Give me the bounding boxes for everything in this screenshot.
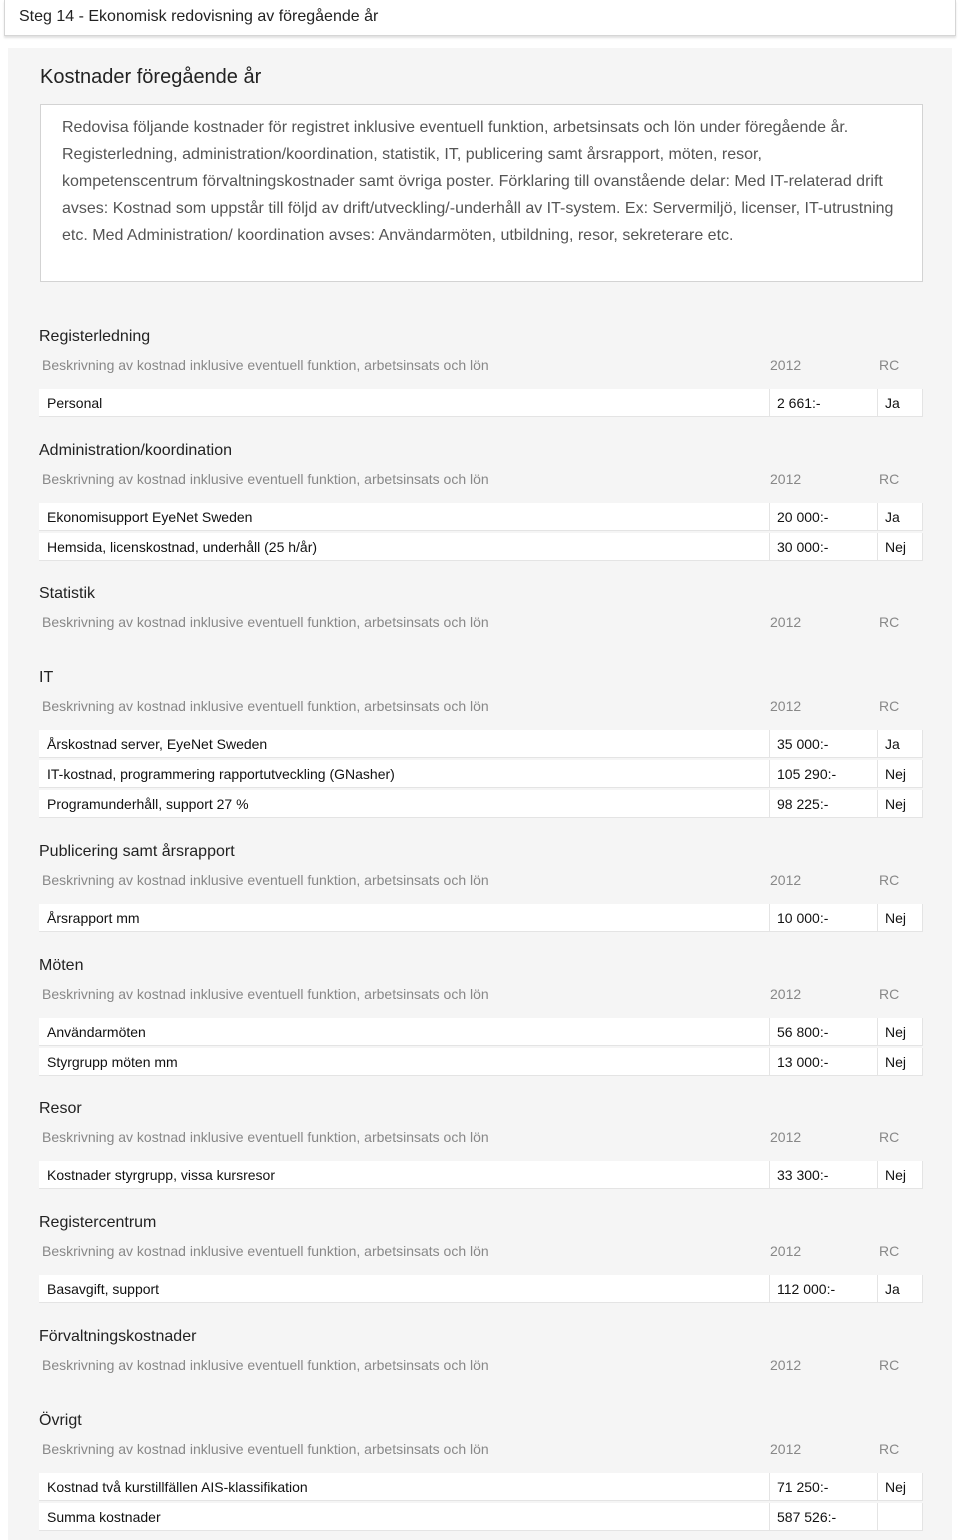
cost-rc: Nej (877, 760, 923, 788)
cost-amount: 98 225:- (769, 790, 877, 818)
cost-group (39, 841, 923, 934)
table-row (39, 389, 923, 417)
column-header (39, 354, 923, 376)
section-title: Kostnader föregående år (40, 66, 262, 88)
table-row (39, 904, 923, 932)
column-rc-header: RC (879, 1129, 900, 1145)
cost-description: Årsrapport mm (39, 904, 769, 932)
cost-group (39, 667, 923, 820)
cost-group (39, 326, 923, 419)
cost-description: IT-kostnad, programmering rapportutveckling (GNasher) (39, 760, 769, 788)
column-description-header: Beskrivning av kostnad inklusive eventuell funktion, arbetsinsats och lön (42, 357, 489, 373)
cost-rc: Ja (877, 389, 923, 417)
cost-rc: Nej (877, 533, 923, 561)
column-description-header: Beskrivning av kostnad inklusive eventuell funktion, arbetsinsats och lön (42, 614, 489, 630)
table-row (39, 533, 923, 561)
column-header (39, 983, 923, 1005)
column-header (39, 695, 923, 717)
column-header (39, 1126, 923, 1148)
cost-amount: 105 290:- (769, 760, 877, 788)
column-description-header: Beskrivning av kostnad inklusive eventuell funktion, arbetsinsats och lön (42, 872, 489, 888)
column-header (39, 1240, 923, 1262)
cost-description: Kostnader styrgrupp, vissa kursresor (39, 1161, 769, 1189)
cost-rc: Nej (877, 1161, 923, 1189)
cost-rc: Ja (877, 503, 923, 531)
table-row (39, 730, 923, 758)
cost-description: Ekonomisupport EyeNet Sweden (39, 503, 769, 531)
cost-description: Kostnad två kurstillfällen AIS-klassifikation (39, 1473, 769, 1501)
page-header (4, 0, 956, 36)
column-description-header: Beskrivning av kostnad inklusive eventuell funktion, arbetsinsats och lön (42, 1441, 489, 1457)
cost-group (39, 1212, 923, 1305)
column-rc-header: RC (879, 1243, 900, 1259)
cost-amount: 71 250:- (769, 1473, 877, 1501)
column-year-header: 2012 (770, 1441, 802, 1457)
column-year-header: 2012 (770, 471, 802, 487)
cost-amount: 2 661:- (769, 389, 877, 417)
column-rc-header: RC (879, 698, 900, 714)
group-title: Registercentrum (39, 1214, 157, 1231)
table-row (39, 760, 923, 788)
column-header (39, 1438, 923, 1460)
cost-amount: 13 000:- (769, 1048, 877, 1076)
table-row (39, 1473, 923, 1501)
cost-description: Programunderhåll, support 27 % (39, 790, 769, 818)
table-row (39, 503, 923, 531)
column-year-header: 2012 (770, 1243, 802, 1259)
column-rc-header: RC (879, 471, 900, 487)
group-title: Möten (39, 957, 84, 974)
cost-description: Hemsida, licenskostnad, underhåll (25 h/år) (39, 533, 769, 561)
cost-amount: 20 000:- (769, 503, 877, 531)
cost-description: Användarmöten (39, 1018, 769, 1046)
cost-description: Basavgift, support (39, 1275, 769, 1303)
cost-description: Årskostnad server, EyeNet Sweden (39, 730, 769, 758)
group-title: Resor (39, 1100, 82, 1117)
column-header (39, 1354, 923, 1376)
intro-text: Redovisa följande kostnader för registret inklusive eventuell funktion, arbetsinsats och lön under föregående år. Registerledning, administration/koordination, statistik, IT, publicering samt årsrapport, möten, resor, kompetenscentrum förvaltningskostnader samt övriga poster. Förklaring till ovanstående delar: Med IT-relaterad drift avses: Kostnad som uppstår till följd av drift/utveckling/-underhåll av IT-system. Ex: Servermiljö, licenser, IT-utrustning etc. Med Administration/ koordination avses: Användarmöten, utbildning, resor, sekreterare etc. (40, 104, 923, 282)
column-rc-header: RC (879, 986, 900, 1002)
cost-description: Summa kostnader (39, 1503, 769, 1531)
cost-group (39, 1098, 923, 1191)
cost-rc: Ja (877, 1275, 923, 1303)
column-rc-header: RC (879, 1441, 900, 1457)
column-year-header: 2012 (770, 986, 802, 1002)
column-description-header: Beskrivning av kostnad inklusive eventuell funktion, arbetsinsats och lön (42, 471, 489, 487)
cost-group (39, 1410, 923, 1533)
column-rc-header: RC (879, 614, 900, 630)
cost-amount: 10 000:- (769, 904, 877, 932)
cost-amount: 30 000:- (769, 533, 877, 561)
column-description-header: Beskrivning av kostnad inklusive eventuell funktion, arbetsinsats och lön (42, 1243, 489, 1259)
cost-rc: Ja (877, 730, 923, 758)
cost-rc: Nej (877, 1018, 923, 1046)
group-title: Förvaltningskostnader (39, 1328, 197, 1345)
table-row (39, 1161, 923, 1189)
group-title: Statistik (39, 585, 96, 602)
cost-group (39, 1326, 923, 1376)
group-title: Övrigt (39, 1412, 82, 1429)
group-title: Publicering samt årsrapport (39, 843, 235, 860)
column-rc-header: RC (879, 357, 900, 373)
column-year-header: 2012 (770, 1357, 802, 1373)
group-title: Administration/koordination (39, 442, 232, 459)
cost-amount: 587 526:- (769, 1503, 877, 1531)
column-rc-header: RC (879, 1357, 900, 1373)
column-year-header: 2012 (770, 872, 802, 888)
group-title: Registerledning (39, 328, 151, 345)
cost-rc: Nej (877, 1048, 923, 1076)
cost-amount: 33 300:- (769, 1161, 877, 1189)
cost-description: Styrgrupp möten mm (39, 1048, 769, 1076)
cost-rc: Nej (877, 904, 923, 932)
table-row (39, 1275, 923, 1303)
cost-rc: Nej (877, 790, 923, 818)
column-description-header: Beskrivning av kostnad inklusive eventuell funktion, arbetsinsats och lön (42, 1129, 489, 1145)
column-year-header: 2012 (770, 1129, 802, 1145)
column-description-header: Beskrivning av kostnad inklusive eventuell funktion, arbetsinsats och lön (42, 698, 489, 714)
table-row (39, 1048, 923, 1076)
group-title: IT (39, 669, 54, 686)
cost-amount: 35 000:- (769, 730, 877, 758)
column-year-header: 2012 (770, 357, 802, 373)
cost-amount: 56 800:- (769, 1018, 877, 1046)
cost-description: Personal (39, 389, 769, 417)
column-header (39, 869, 923, 891)
cost-amount: 112 000:- (769, 1275, 877, 1303)
cost-group (39, 955, 923, 1078)
cost-group (39, 583, 923, 633)
table-row (39, 790, 923, 818)
column-year-header: 2012 (770, 614, 802, 630)
column-description-header: Beskrivning av kostnad inklusive eventuell funktion, arbetsinsats och lön (42, 1357, 489, 1373)
column-year-header: 2012 (770, 698, 802, 714)
cost-rc: Nej (877, 1473, 923, 1501)
cost-group (39, 440, 923, 563)
page-header-title: Steg 14 - Ekonomisk redovisning av föregående år (19, 8, 379, 25)
column-description-header: Beskrivning av kostnad inklusive eventuell funktion, arbetsinsats och lön (42, 986, 489, 1002)
column-header (39, 611, 923, 633)
table-row (39, 1018, 923, 1046)
table-row (39, 1503, 923, 1531)
column-rc-header: RC (879, 872, 900, 888)
cost-rc (877, 1503, 923, 1531)
column-header (39, 468, 923, 490)
